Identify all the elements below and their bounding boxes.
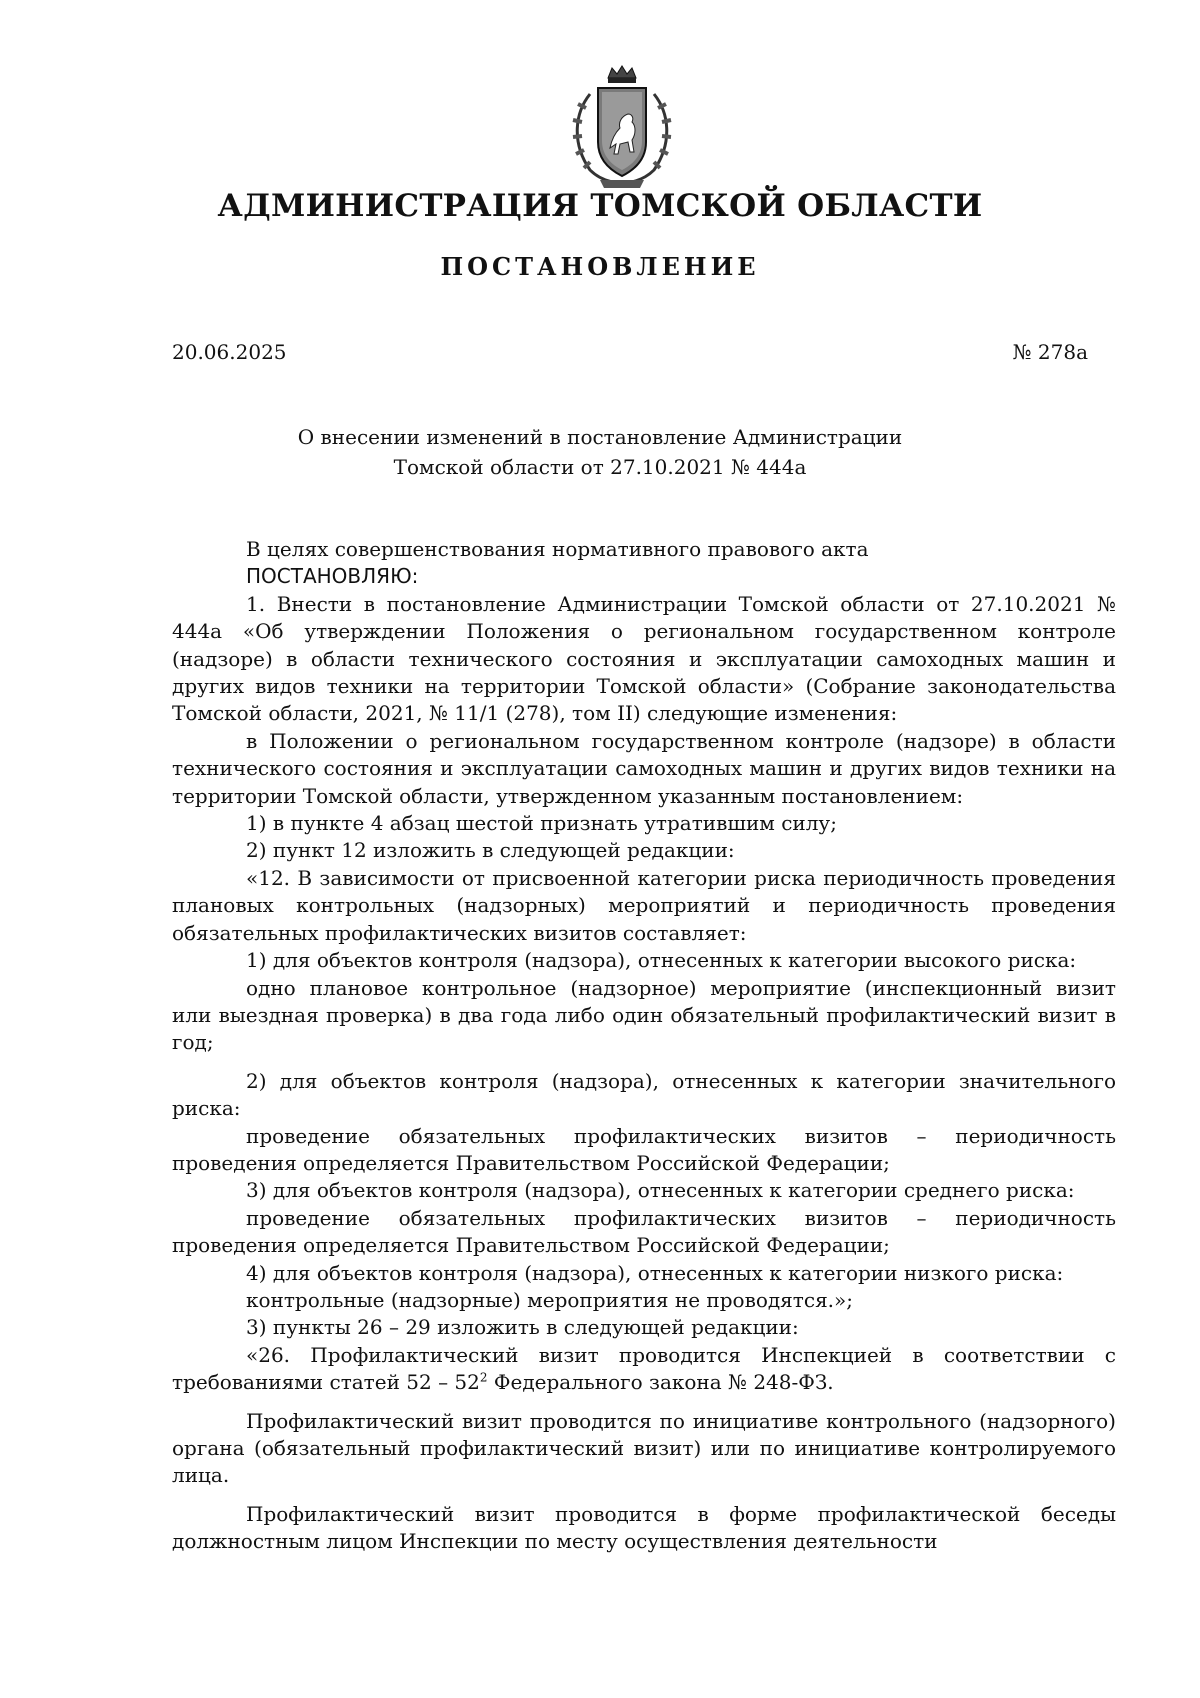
subject-line: Томской области от 27.10.2021 № 444а [393, 455, 807, 479]
paragraph: Профилактический визит проводится по инициативе контрольного (надзорного) органа (обязательный профилактический визит) или по инициативе контролируемого лица. [172, 1408, 1116, 1488]
document-date: 20.06.2025 [172, 340, 287, 364]
paragraph: контрольные (надзорные) мероприятия не проводятся.»; [246, 1287, 854, 1312]
document-type-title: ПОСТАНОВЛЕНИЕ [440, 252, 760, 281]
paragraph-text: «26. Профилактический визит проводится Инспекцией в соответствии с требованиями статей 52 – 52 [172, 1342, 1116, 1395]
preamble: В целях совершенствования нормативного правового акта [246, 537, 869, 561]
superscript: 2 [479, 1370, 488, 1385]
paragraph: 1) в пункте 4 абзац шестой признать утратившим силу; [246, 811, 837, 836]
paragraph: проведение обязательных профилактических визитов – периодичность проведения определяется Правительством Российской Федерации; [172, 1123, 1116, 1175]
resolution-keyword: ПОСТАНОВЛЯЮ: [246, 564, 419, 589]
paragraph: одно плановое контрольное (надзорное) мероприятие (инспекционный визит или выездная проверка) в два года либо один обязательный профилактический визит в год; [172, 975, 1116, 1055]
document-number: № 278а [1012, 340, 1088, 364]
coat-of-arms-icon [560, 64, 684, 192]
paragraph: 3) для объектов контроля (надзора), отнесенных к категории среднего риска: [246, 1178, 1075, 1203]
document-subject [0, 422, 1200, 482]
paragraph-text: Федерального закона № 248-ФЗ. [487, 1370, 834, 1395]
paragraph: в Положении о региональном государственном контроле (надзоре) в области технического состояния и эксплуатации самоходных машин и других видов техники на территории Томской области, утвержденном указанным постановлением: [172, 728, 1116, 808]
paragraph: 2) для объектов контроля (надзора), отнесенных к категории значительного риска: [172, 1068, 1116, 1121]
document-body [172, 536, 1116, 1556]
paragraph [172, 1342, 1116, 1397]
paragraph: 4) для объектов контроля (надзора), отнесенных к категории низкого риска: [246, 1260, 1064, 1285]
paragraph: 1) для объектов контроля (надзора), отнесенных к категории высокого риска: [246, 948, 1077, 973]
paragraph: Профилактический визит проводится в форме профилактической беседы должностным лицом Инспекции по месту осуществления деятельности [172, 1501, 1116, 1554]
paragraph: 2) пункт 12 изложить в следующей редакции: [246, 838, 735, 863]
organization-title: АДМИНИСТРАЦИЯ ТОМСКОЙ ОБЛАСТИ [217, 188, 983, 224]
paragraph: проведение обязательных профилактических визитов – периодичность проведения определяется Правительством Российской Федерации; [172, 1205, 1116, 1258]
paragraph: 3) пункты 26 – 29 изложить в следующей редакции: [246, 1315, 799, 1340]
paragraph: 1. Внести в постановление Администрации Томской области от 27.10.2021 № 444а «Об утверждении Положения о региональном государственном контроле (надзоре) в области технического состояния и эксплуатации самоходных машин и других видов техники на территории Томской области» (Собрание законодательства Томской области, 2021, № 11/1 (278), том II) следующие изменения: [172, 591, 1116, 726]
paragraph: «12. В зависимости от присвоенной категории риска периодичность проведения плановых контрольных (надзорных) мероприятий и периодичность проведения обязательных профилактических визитов составляет: [172, 865, 1116, 945]
subject-line: О внесении изменений в постановление Администрации [297, 425, 903, 449]
